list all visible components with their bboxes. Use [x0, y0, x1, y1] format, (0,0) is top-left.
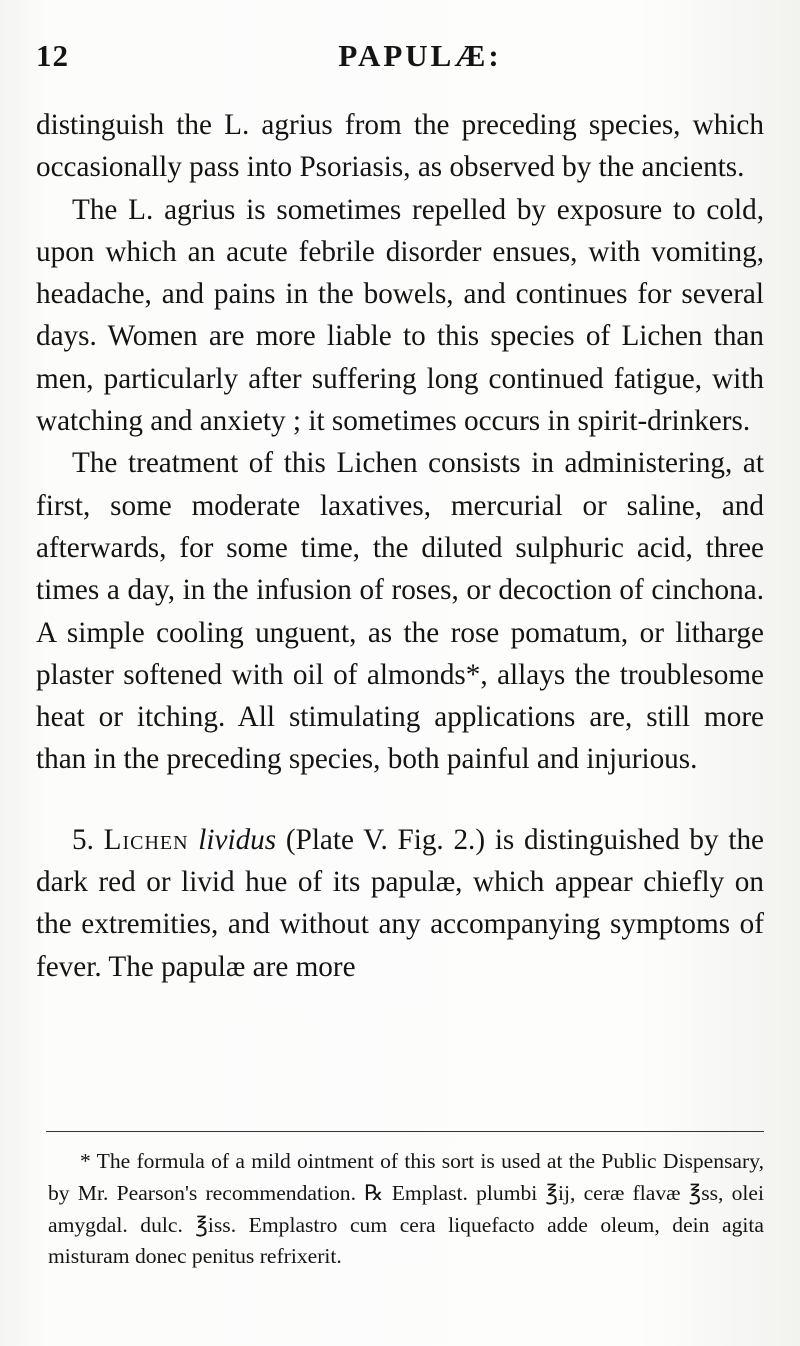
paragraph-continuation: distinguish the L. agrius from the preceding species, which occasionally pass into Psoriasis, as observed by the ancients.: [36, 109, 764, 184]
species-name: lividus: [198, 823, 277, 856]
page-number: 12: [36, 38, 69, 73]
paragraph-treatment: The treatment of this Lichen consists in administering, at first, some moderate laxatives, mercurial or saline, and afterwards, for some time, the diluted sulphuric acid, three times a day, in the infusion of roses, or decoction of cinchona. A simple cooling unguent, as the rose pomatum, or litharge plaster softened with oil of almonds*, allays the troublesome heat or itching. All stimulating applications are, still more than in the preceding species, both painful and injurious.: [36, 447, 764, 776]
genus-name: Lichen: [103, 823, 189, 856]
footnote: [48, 1146, 764, 1273]
page-header: [36, 38, 764, 88]
footnote-text: * The formula of a mild ointment of this sort is used at the Public Dispensary, by Mr. Pearson's recommendation. ℞ Emplast. plumbi ℥ij, ceræ flavæ ℥ss, olei amygdal. dulc. ℥iss. Emplastro cum cera liquefacto adde oleum, dein agita misturam donec penitus refrixerit.: [48, 1149, 764, 1269]
paragraph-lichen-lividus: [36, 819, 764, 988]
body-text: [36, 104, 764, 988]
paragraph-lichen-agrius-repelled: The L. agrius is sometimes repelled by exposure to cold, upon which an acute febrile disorder ensues, with vomiting, headache, and pains in the bowels, and continues for several days. Women are more liable to this species of Lichen than men, particularly after suffering long continued fatigue, with watching and anxiety ; it sometimes occurs in spirit-drinkers.: [36, 193, 764, 438]
species-number: 5.: [72, 823, 94, 856]
running-head: PAPULÆ:: [338, 38, 502, 73]
paragraph-lividus-text: is distinguished by the dark red or livid hue of its papulæ, which appear chiefly on the extremities, and without any accompanying symptoms of fever. The papulæ are more: [36, 823, 764, 983]
footnote-divider: [46, 1131, 764, 1132]
plate-reference: (Plate V. Fig. 2.): [285, 823, 486, 856]
